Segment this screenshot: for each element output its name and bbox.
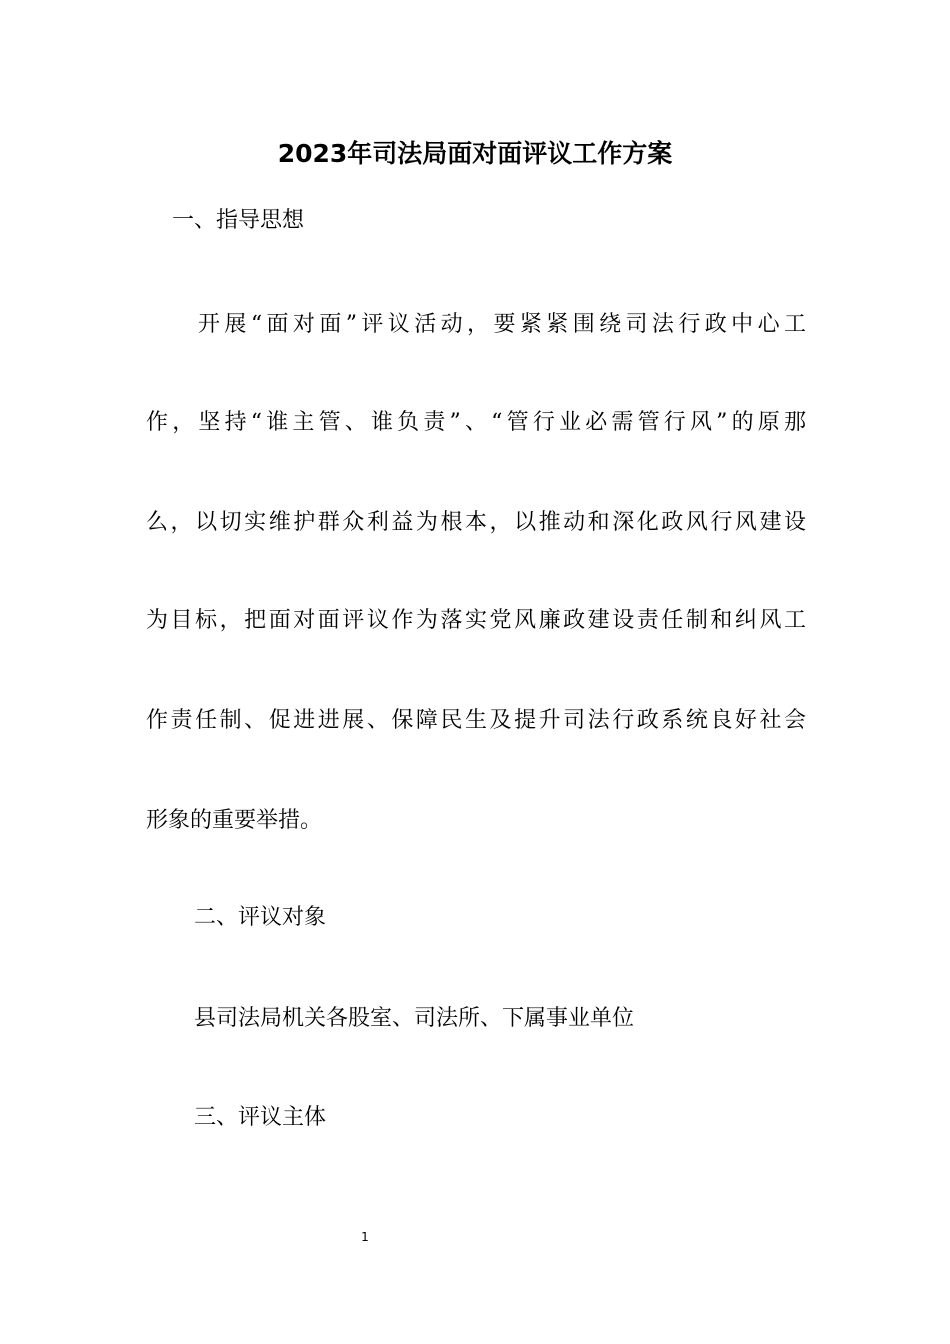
evaluation-objects-text: 县司法局机关各股室、司法所、下属事业单位 [194,1006,635,1031]
paragraph-line: 开展“面对面”评议活动，要紧紧围绕司法行政中心工 [198,312,806,337]
section-heading-evaluation-objects: 二、评议对象 [194,905,327,930]
paragraph-line: 么，以切实维护群众利益为根本，以推动和深化政风行风建设 [146,510,806,535]
page-number: 1 [361,1230,369,1244]
document-title: 2023年司法局面对面评议工作方案 [277,139,673,168]
paragraph-line: 作责任制、促进进展、保障民生及提升司法行政系统良好社会 [146,708,806,733]
section-heading-guiding-ideology: 一、指导思想 [172,208,305,233]
paragraph-line: 为目标，把面对面评议作为落实党风廉政建设责任制和纠风工 [146,608,806,633]
paragraph-line: 作，坚持“谁主管、谁负责”、“管行业必需管行风”的原那 [146,410,806,435]
paragraph-line: 形象的重要举措。 [146,808,323,833]
section-heading-evaluation-subjects: 三、评议主体 [194,1105,327,1130]
